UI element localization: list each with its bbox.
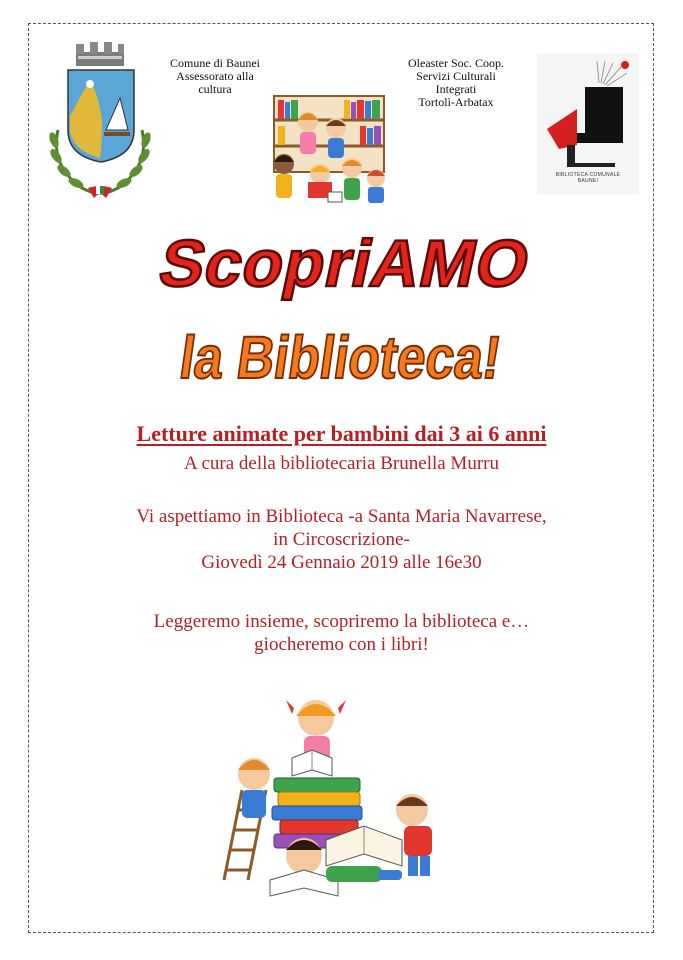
subtitle bbox=[172, 318, 559, 396]
baunei-crest-icon bbox=[40, 38, 160, 206]
event-curator: A cura della bibliotecaria Brunella Murru bbox=[184, 453, 499, 474]
title-line-2: la Biblioteca! bbox=[175, 323, 559, 391]
comune-line: cultura bbox=[198, 82, 232, 96]
coop-line: Oleaster Soc. Coop. bbox=[408, 56, 504, 70]
comune-header bbox=[150, 57, 280, 96]
event-closing bbox=[40, 610, 643, 656]
coop-line: Integrati bbox=[435, 82, 477, 96]
coop-line: Servizi Culturali bbox=[416, 69, 496, 83]
kids-bookshelf-illustration bbox=[264, 92, 390, 208]
main-title bbox=[80, 222, 604, 306]
comune-line: Assessorato alla bbox=[176, 69, 254, 83]
event-invite bbox=[40, 505, 643, 574]
invite-line: Giovedì 24 Gennaio 2019 alle 16e30 bbox=[201, 552, 482, 573]
closing-line: giocheremo con i libri! bbox=[254, 634, 429, 655]
title-line-1: ScopriAMO bbox=[153, 227, 537, 301]
cooperative-header bbox=[386, 57, 526, 109]
coop-line: Tortolì-Arbatax bbox=[418, 95, 494, 109]
invite-line: Vi aspettiamo in Biblioteca -a Santa Maria Navarrese, bbox=[136, 506, 547, 527]
invite-line: in Circoscrizione- bbox=[273, 529, 410, 550]
comune-line: Comune di Baunei bbox=[170, 56, 260, 70]
kids-reading-illustration bbox=[208, 690, 456, 912]
logo-caption-line: BIBLIOTECA COMUNALE bbox=[555, 172, 621, 178]
biblioteca-logo-caption bbox=[537, 172, 639, 184]
event-heading: Letture animate per bambini dai 3 ai 6 anni bbox=[136, 421, 547, 446]
logo-caption-line: BAUNEI bbox=[577, 178, 599, 184]
closing-line: Leggeremo insieme, scopriremo la biblioteca e… bbox=[153, 611, 530, 632]
